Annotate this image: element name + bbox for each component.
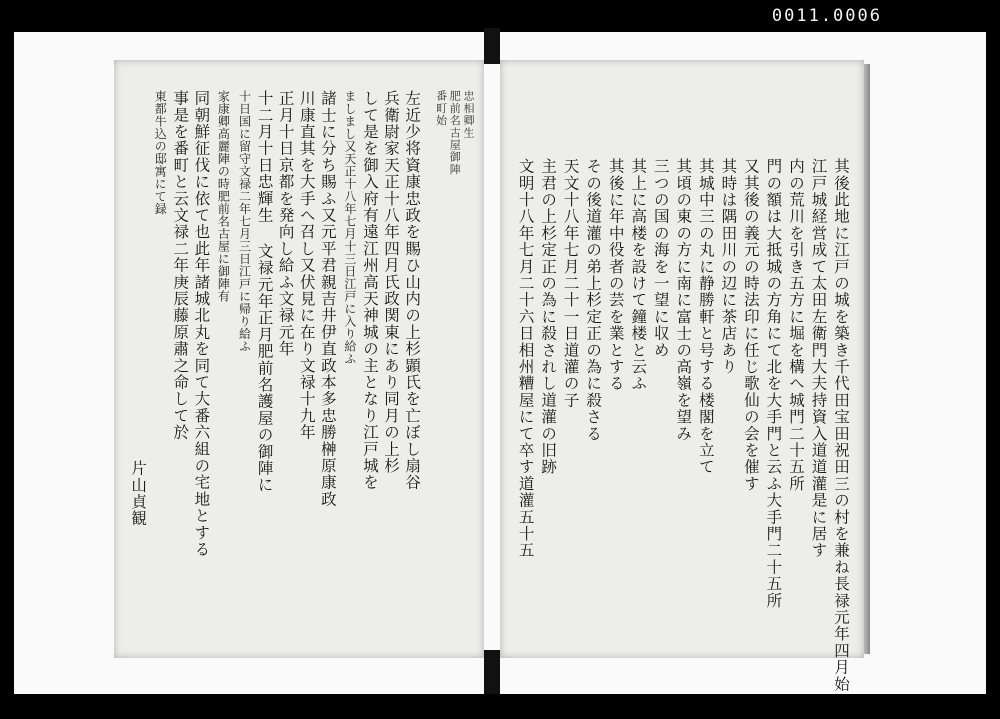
text-column: 諸士に分ち賜ふ又元平君親吉井伊直政本多忠勝榊原康政	[318, 90, 337, 508]
text-column: 内の荒川を引き五方に堀を構へ城門二十五所	[786, 158, 805, 492]
frame-number: 0011.0006	[771, 6, 882, 26]
right-page	[500, 60, 864, 693]
book-gutter-top	[484, 28, 500, 64]
text-column: 東都牛込の邸寓にて録	[153, 90, 168, 215]
text-column: 正月十日京都を発向し給ふ文禄元年	[276, 90, 295, 358]
text-column: 十日国に留守文禄二年七月三日江戸に帰り給ふ	[237, 90, 252, 353]
left-page	[114, 60, 484, 658]
text-column: 其城中三の丸に静勝軒と号する楼閣を立て	[696, 158, 715, 476]
text-column: 兵衛尉家天正十八年四月氏政関東にあり同月の上杉	[382, 90, 401, 475]
text-column: 其後此地に江戸の城を築き千代田宝田祝田三の村を兼ね長禄元年四月始	[832, 158, 850, 693]
text-column: して是を御入府有遠江州高天神城の主となり江戸城を	[360, 90, 379, 491]
text-column: 又其後の義元の時法印に任じ歌仙の会を催す	[741, 158, 760, 492]
text-column: 主君の上杉定正の為に殺されし道灌の旧跡	[539, 158, 558, 476]
text-column: 其上に高楼を設けて鐘楼と云ふ	[629, 158, 648, 392]
text-column: 家康卿高麗陣の時肥前名古屋に御陣有	[216, 90, 231, 303]
text-column: 同朝鮮征伐に依て也此年諸城北丸を同て大番六組の宅地とする	[192, 90, 211, 558]
text-column: その後道灌の弟上杉定正の為に殺さる	[584, 158, 603, 442]
text-column: 左近少将資康忠政を賜ひ山内の上杉顕氏を亡ぼし扇谷	[403, 90, 422, 491]
book-gutter-bottom	[484, 650, 500, 694]
text-column: 門の額は大抵城の方角にて北を大手門と云ふ大手門二十五所	[764, 158, 783, 609]
text-column: 川康直其を大手へ召し又伏見に在り文禄十九年	[297, 90, 316, 441]
text-column: 天文十八年七月二十一日道灌の子	[561, 158, 580, 409]
margin-note: 肥前名古屋御陣	[448, 90, 462, 176]
text-column: 文明十八年七月二十六日相州糟屋にて卒す道灌五十五	[516, 158, 535, 559]
text-column: 其後に年中役者の芸を業とする	[606, 158, 625, 392]
text-column: 三つの国の海を一望に収め	[651, 158, 670, 359]
right-page-text	[510, 60, 850, 693]
margin-note: 忠相卿生	[462, 90, 475, 139]
margin-note: 番町始	[434, 90, 448, 127]
author-signature: 片山貞観	[129, 460, 148, 527]
text-column: 其頃の東の方に南に富士の高嶺を望み	[674, 158, 693, 442]
text-column: 江戸城経営成て太田左衛門大夫持資入道道灌是に居す	[809, 158, 828, 559]
text-column: ましまし又天正十八年七月十三日江戸に入り給ふ	[342, 90, 357, 365]
text-column: 事是を番町と云文禄二年庚辰藤原肅之命して於	[171, 90, 190, 441]
text-column: 其時は隅田川の辺に茶店あり	[719, 158, 738, 376]
left-page-text	[124, 60, 474, 658]
text-column: 十二月十日忠輝生 文禄元年正月肥前名護屋の御陣に	[255, 90, 274, 494]
